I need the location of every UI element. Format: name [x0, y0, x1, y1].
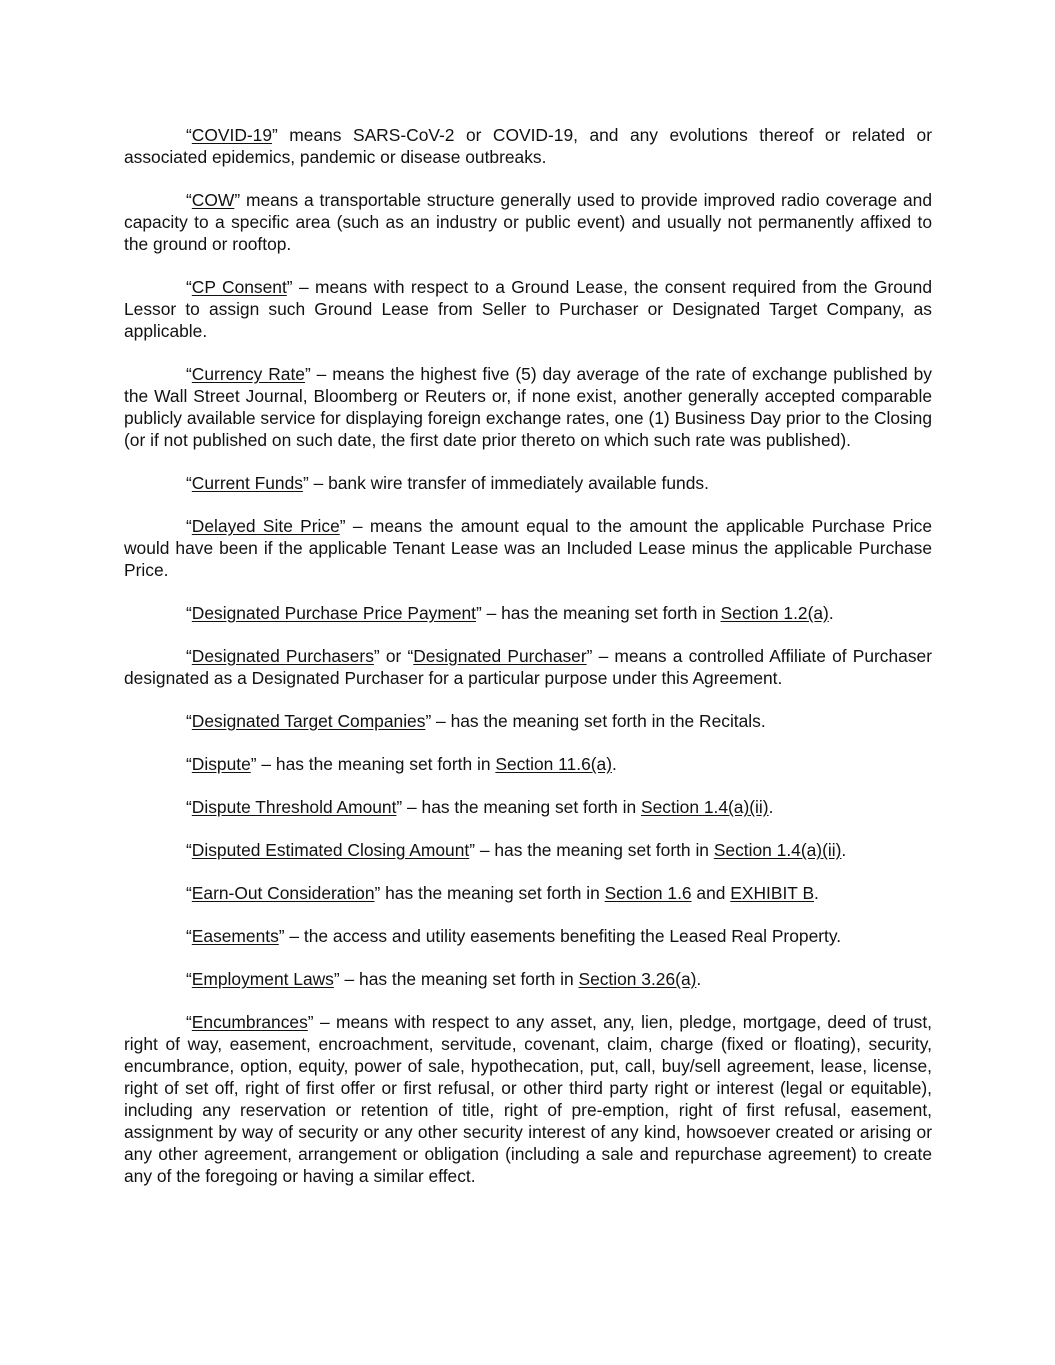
definition-cp-consent [124, 276, 932, 342]
text: ” means SARS-CoV-2 or COVID-19, and any evolutions thereof or related or associated epidemics, pandemic or disease outbreaks. [124, 125, 932, 167]
text: “ [186, 646, 192, 666]
defined-term: Encumbrances [191, 1012, 308, 1032]
text: ” – has the meaning set forth in [469, 840, 714, 860]
text: ” means a transportable structure generally used to provide improved radio coverage and capacity to a specific area (such as an industry or public event) and usually not permanently affixed to the ground or rooftop. [124, 190, 932, 254]
text: “ [186, 473, 192, 493]
defined-term: COW [191, 190, 235, 210]
text: ” – means with respect to a Ground Lease, the consent required from the Ground Lessor to assign such Ground Lease from Seller to Purchaser or Designated Target Company, as applicable. [124, 277, 932, 341]
defined-term: Dispute Threshold Amount [191, 797, 397, 817]
defined-term: Designated Target Companies [191, 711, 426, 731]
definition-cow [124, 189, 932, 255]
text: “ [186, 883, 192, 903]
defined-term: Easements [191, 926, 279, 946]
defined-term: Disputed Estimated Closing Amount [191, 840, 470, 860]
section-reference: Section 1.4(a)(ii) [713, 840, 842, 860]
text: “ [186, 277, 192, 297]
text: “ [186, 603, 192, 623]
section-reference: Section 1.4(a)(ii) [641, 797, 769, 817]
defined-term: Designated Purchase Price Payment [191, 603, 476, 623]
defined-term: COVID-19 [191, 125, 273, 145]
defined-term: Delayed Site Price [191, 516, 340, 536]
section-reference: Section 1.6 [604, 883, 692, 903]
defined-term: Currency Rate [191, 364, 305, 384]
defined-term: Current Funds [191, 473, 303, 493]
defined-term: Designated Purchasers [191, 646, 374, 666]
text: ” – has the meaning set forth in [476, 603, 721, 623]
text: “ [186, 754, 192, 774]
defined-term: CP Consent [191, 277, 287, 297]
definition-dispute-threshold-amount [124, 796, 932, 818]
definition-employment-laws [124, 968, 932, 990]
section-reference: Section 3.26(a) [578, 969, 697, 989]
definition-designated-target-companies [124, 710, 932, 732]
text: “ [186, 1012, 192, 1032]
text: and [691, 883, 731, 903]
definition-encumbrances [124, 1011, 932, 1187]
text: “ [186, 190, 192, 210]
text: . [814, 883, 819, 903]
text: ” has the meaning set forth in [374, 883, 605, 903]
definition-designated-purchasers [124, 645, 932, 689]
exhibit-reference: EXHIBIT B [730, 883, 815, 903]
text: “ [186, 364, 192, 384]
document-page [124, 124, 932, 1187]
text: ” – means the amount equal to the amount the applicable Purchase Price would have been if the applicable Tenant Lease was an Included Lease minus the applicable Purchase Price. [124, 516, 933, 580]
definition-currency-rate [124, 363, 932, 451]
text: ” – means the highest five (5) day average of the rate of exchange published by the Wall Street Journal, Bloomberg or Reuters or, if none exist, another generally accepted comparable publicly available service for displaying foreign exchange rates, one (1) Business Day prior to the Closing (or if not published on such date, the first date prior thereto on which such rate was published). [124, 364, 932, 450]
text: ” – the access and utility easements benefiting the Leased Real Property. [278, 926, 842, 946]
text: “ [186, 840, 192, 860]
definition-disputed-estimated-closing-amount [124, 839, 932, 861]
text: . [828, 603, 834, 623]
text: “ [186, 969, 192, 989]
text: ” – means a controlled Affiliate of Purchaser designated as a Designated Purchaser for a particular purpose under this Agreement. [124, 646, 932, 688]
text: “ [186, 516, 192, 536]
text: ” – has the meaning set forth in [396, 797, 641, 817]
definition-covid-19 [124, 124, 932, 168]
section-reference: Section 11.6(a) [495, 754, 612, 774]
text: ” – has the meaning set forth in the Recitals. [425, 711, 766, 731]
defined-term: Employment Laws [191, 969, 334, 989]
section-reference: Section 1.2(a) [720, 603, 829, 623]
text: “ [186, 797, 192, 817]
defined-term: Earn-Out Consideration [191, 883, 375, 903]
text: ” – means with respect to any asset, any, lien, pledge, mortgage, deed of trust, right of way, easement, encroachment, servitude, covenant, claim, charge (fixed or floating), security, encumbrance, option, equity, power of sale, hypothecation, put, call, buy/sell agreement, lease, license, right of set off, right of first offer or first refusal, or other third party right or interest (legal or equitable), including any reservation or retention of title, right of pre-emption, right of first refusal, easement, assignment by way of security or any other security interest of any kind, howsoever created or arising or any other agreement, arrangement or obligation (including a sale and repurchase agreement) to create any of the foregoing or having a similar effect. [124, 1012, 932, 1186]
text: “ [186, 125, 192, 145]
definition-designated-purchase-price-payment [124, 602, 932, 624]
definition-earn-out-consideration [124, 882, 932, 904]
defined-term: Dispute [191, 754, 251, 774]
text: ” or “ [373, 646, 414, 666]
text: . [768, 797, 774, 817]
definition-dispute [124, 753, 932, 775]
definition-current-funds [124, 472, 932, 494]
text: “ [186, 711, 192, 731]
text: ” – has the meaning set forth in [250, 754, 496, 774]
text: “ [186, 926, 192, 946]
text: ” – bank wire transfer of immediately available funds. [302, 473, 709, 493]
text: . [696, 969, 702, 989]
text: ” – has the meaning set forth in [333, 969, 579, 989]
defined-term: Designated Purchaser [413, 646, 587, 666]
definition-easements [124, 925, 932, 947]
definition-delayed-site-price [124, 515, 932, 581]
text: . [612, 754, 617, 774]
text: . [841, 840, 847, 860]
